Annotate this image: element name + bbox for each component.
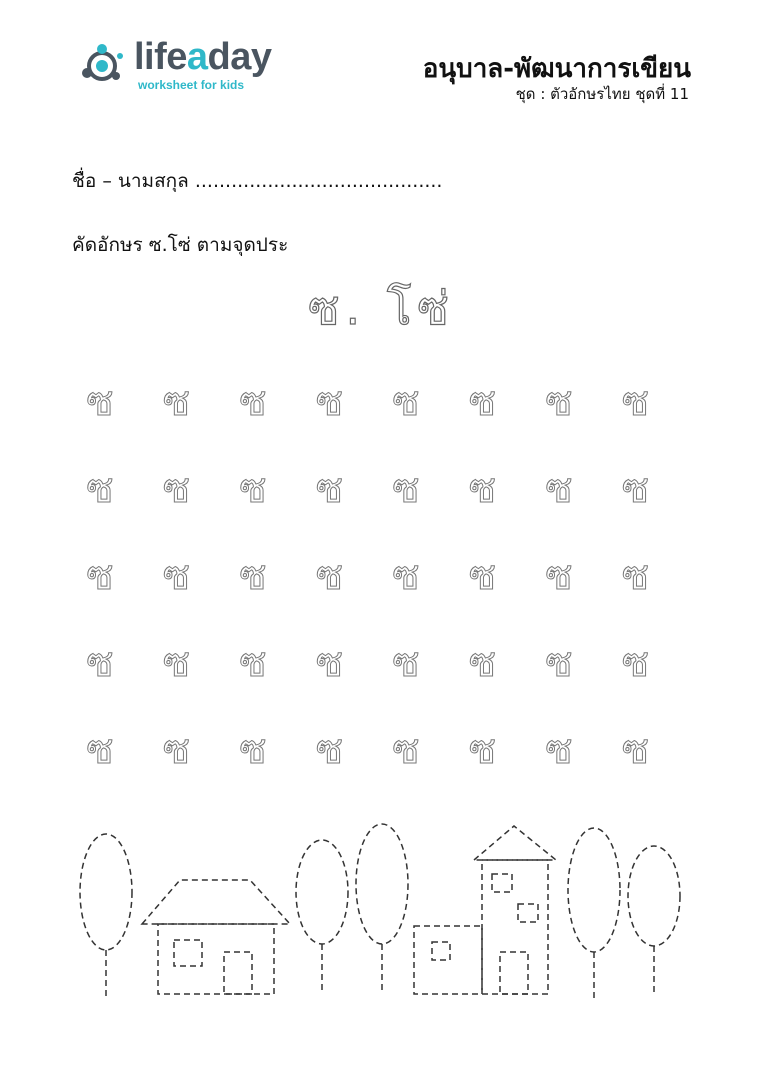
trace-letter: ซ <box>162 727 191 773</box>
house-roof-icon <box>142 880 290 924</box>
tower-icon <box>482 860 548 994</box>
trace-letter: ซ <box>621 727 650 773</box>
practice-row <box>70 633 690 720</box>
trace-letter: ซ <box>621 379 650 425</box>
practice-row <box>70 459 690 546</box>
trace-letter: ซ <box>392 727 420 773</box>
logo-molecule-icon <box>80 40 132 92</box>
practice-grid <box>70 372 690 807</box>
trace-letter: ซ <box>86 640 114 686</box>
tower-roof-icon <box>474 826 556 860</box>
logo-tagline: worksheet for kids <box>138 78 245 92</box>
trace-letter: ซ <box>86 553 114 599</box>
name-field: ชื่อ – นามสกุล ......................................... <box>72 170 443 192</box>
trace-letter: ซ <box>545 640 573 686</box>
trace-letter: ซ <box>468 379 497 425</box>
trace-letter: ซ <box>315 466 344 512</box>
trace-letter: ซ <box>239 553 267 599</box>
trace-letter: ซ <box>621 466 650 512</box>
tracing-scene <box>70 818 690 1008</box>
trace-letter: ซ <box>468 466 497 512</box>
example-word: ซ. โซ่ <box>308 281 455 335</box>
house-icon <box>158 924 274 994</box>
trace-letter: ซ <box>239 727 267 773</box>
tree-icon <box>628 846 680 946</box>
instruction-text: คัดอักษร ซ.โซ่ ตามจุดประ <box>72 234 289 256</box>
trace-letter: ซ <box>392 640 420 686</box>
trace-letter: ซ <box>621 640 650 686</box>
trace-letter: ซ <box>468 553 497 599</box>
tree-icon <box>80 834 132 950</box>
trace-letter: ซ <box>86 379 114 425</box>
trace-letter: ซ <box>315 727 344 773</box>
trace-letter: ซ <box>239 466 267 512</box>
trace-letter: ซ <box>545 466 573 512</box>
trace-letter: ซ <box>545 727 573 773</box>
trace-letter: ซ <box>162 379 191 425</box>
worksheet-subtitle: ชุด : ตัวอักษรไทย ชุดที่ 11 <box>515 85 689 103</box>
lifeaday-logo <box>80 38 280 98</box>
building-icon <box>414 926 482 994</box>
trace-letter: ซ <box>468 727 497 773</box>
trace-letter: ซ <box>315 379 344 425</box>
trace-letter: ซ <box>545 379 573 425</box>
trace-letter: ซ <box>239 379 267 425</box>
trace-letter: ซ <box>392 553 420 599</box>
trace-letter: ซ <box>621 553 650 599</box>
trace-letter: ซ <box>392 379 420 425</box>
logo-wordmark: lifeaday <box>134 36 272 78</box>
practice-row <box>70 546 690 633</box>
trace-letter: ซ <box>86 727 114 773</box>
tracing-scene-drawing <box>70 818 690 1008</box>
trace-letter: ซ <box>315 640 344 686</box>
trace-letter: ซ <box>315 553 344 599</box>
trace-letter: ซ <box>86 466 114 512</box>
practice-row <box>70 372 690 459</box>
trace-letter: ซ <box>162 640 191 686</box>
tree-icon <box>356 824 408 944</box>
trace-letter: ซ <box>545 553 573 599</box>
tree-icon <box>296 840 348 944</box>
worksheet-title: อนุบาล-พัฒนาการเขียน <box>422 54 691 84</box>
trace-letter: ซ <box>392 466 420 512</box>
trace-letter: ซ <box>468 640 497 686</box>
trace-letter: ซ <box>162 466 191 512</box>
trace-letter: ซ <box>162 553 191 599</box>
practice-row <box>70 720 690 807</box>
trace-letter: ซ <box>239 640 267 686</box>
tree-icon <box>568 828 620 952</box>
